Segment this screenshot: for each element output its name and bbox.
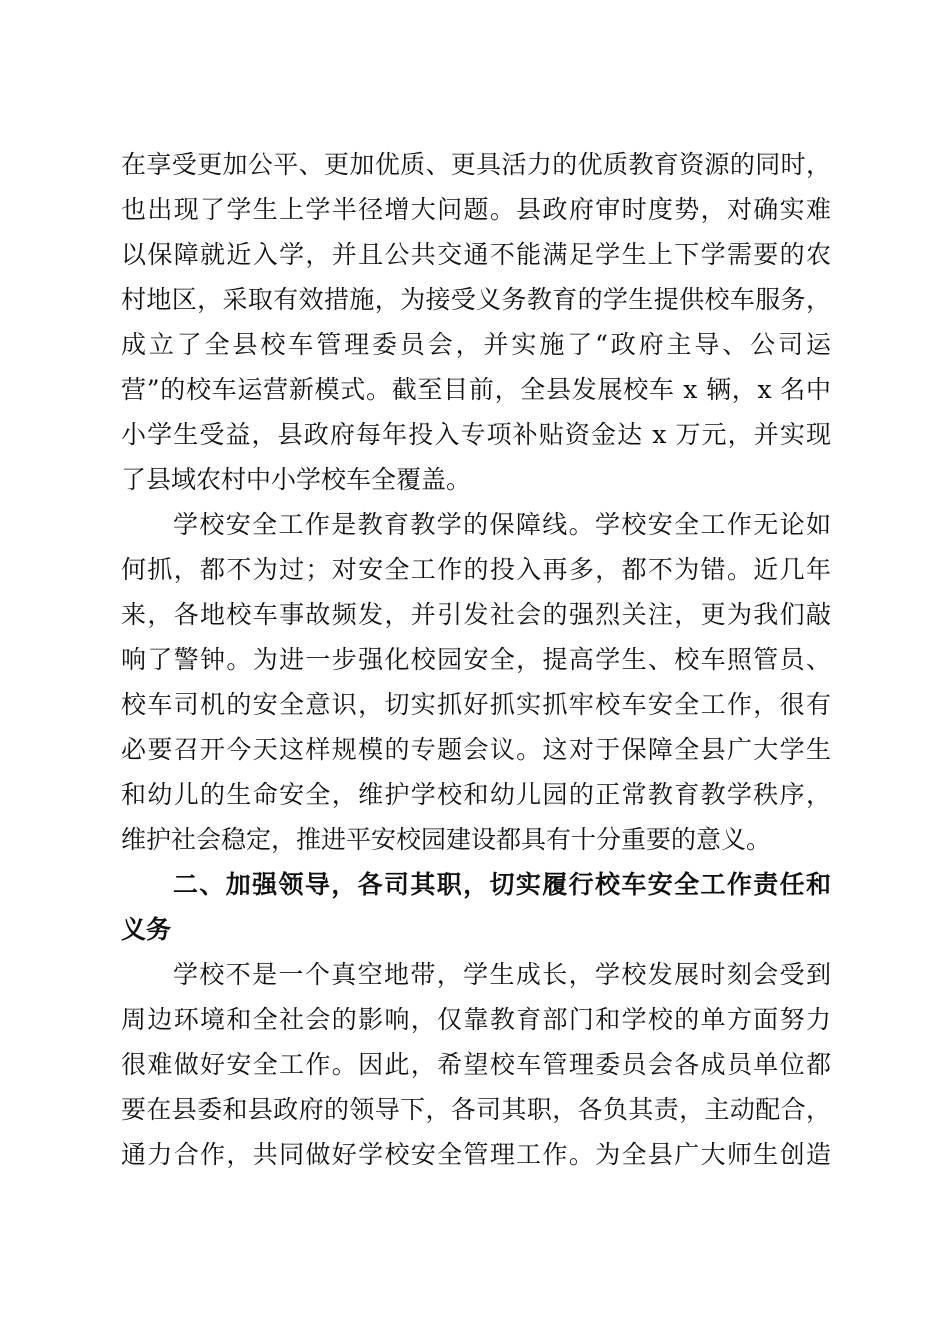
- text-line: 要在县委和县政府的领导下，各司其职，各负其责，主动配合，: [121, 1095, 831, 1124]
- text-line: 在享受更加公平、更加优质、更具活力的优质教育资源的同时，: [121, 150, 831, 179]
- text-line: 村地区，采取有效措施，为接受义务教育的学生提供校车服务，: [121, 285, 831, 314]
- paragraph-first-line: 学校安全工作是教育教学的保障线。学校安全工作无论如: [173, 510, 831, 539]
- text-line: 校车司机的安全意识，切实抓好抓实抓牢校车安全工作，很有: [121, 690, 831, 719]
- text-line: 了县域农村中小学校车全覆盖。: [121, 465, 472, 494]
- text-line: 必要召开今天这样规模的专题会议。这对于保障全县广大学生: [121, 735, 831, 764]
- section-heading: 二、加强领导，各司其职，切实履行校车安全工作责任和: [173, 870, 831, 899]
- text-line: 维护社会稳定，推进平安校园建设都具有十分重要的意义。: [121, 825, 772, 854]
- section-heading-continuation: 义务: [121, 915, 172, 944]
- text-line: 成立了全县校车管理委员会，并实施了“政府主导、公司运: [121, 330, 831, 359]
- text-line: 和幼儿的生命安全，维护学校和幼儿园的正常教育教学秩序，: [121, 780, 831, 809]
- text-line: 来，各地校车事故频发，并引发社会的强烈关注，更为我们敲: [121, 600, 831, 629]
- paragraph-first-line: 学校不是一个真空地带，学生成长，学校发展时刻会受到: [173, 960, 831, 989]
- text-line: 以保障就近入学，并且公共交通不能满足学生上下学需要的农: [121, 240, 831, 269]
- text-line: 营”的校车运营新模式。截至目前，全县发展校车 x 辆，x 名中: [121, 375, 831, 404]
- text-line: 响了警钟。为进一步强化校园安全，提高学生、校车照管员、: [121, 645, 831, 674]
- text-line: 也出现了学生上学半径增大问题。县政府审时度势，对确实难: [121, 195, 831, 224]
- text-line: 很难做好安全工作。因此，希望校车管理委员会各成员单位都: [121, 1050, 831, 1079]
- text-line: 周边环境和全社会的影响，仅靠教育部门和学校的单方面努力: [121, 1005, 831, 1034]
- text-line: 小学生受益，县政府每年投入专项补贴资金达 x 万元，并实现: [121, 420, 831, 449]
- text-line: 通力合作，共同做好学校安全管理工作。为全县广大师生创造: [121, 1140, 831, 1169]
- text-line: 何抓，都不为过；对安全工作的投入再多，都不为错。近几年: [121, 555, 831, 584]
